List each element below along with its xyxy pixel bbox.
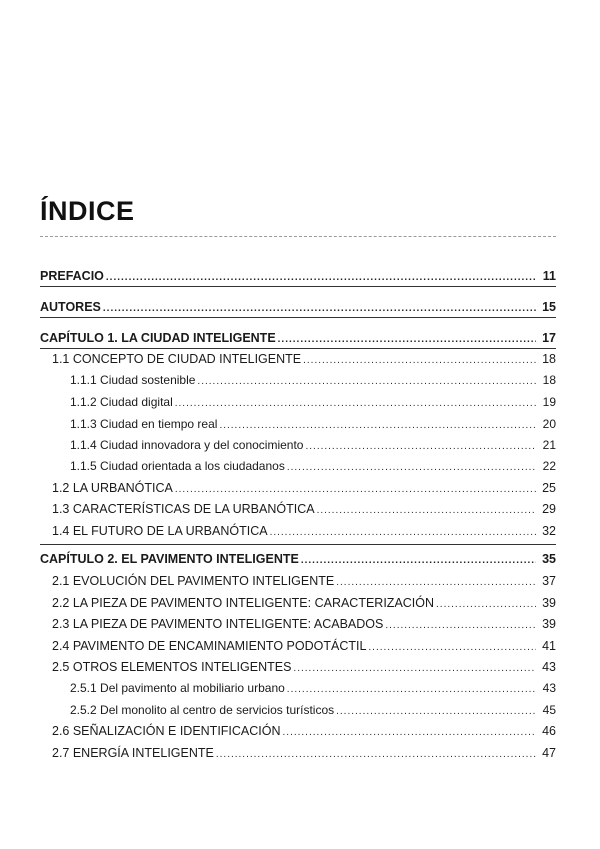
toc-entry-autores[interactable] [40, 299, 556, 317]
toc-entry-label: 1.1 CONCEPTO DE CIUDAD INTELIGENTE [52, 352, 302, 366]
dot-leader [336, 704, 536, 720]
toc-entry-page: 18 [542, 352, 556, 366]
toc-entry-1-2[interactable] [52, 480, 556, 498]
toc-entry-1-3[interactable] [52, 501, 556, 519]
divider [40, 317, 556, 318]
toc-entry-label: 1.3 CARACTERÍSTICAS DE LA URBANÓTICA [52, 502, 315, 516]
toc-entry-chapter-1[interactable] [40, 330, 556, 348]
toc-entry-page: 46 [542, 724, 556, 738]
dot-leader [175, 396, 536, 412]
toc-entry-page: 32 [542, 524, 556, 538]
toc-entry-page: 47 [542, 746, 556, 760]
page-title: ÍNDICE [40, 196, 135, 226]
divider [40, 544, 556, 545]
toc-entry-2-5-2[interactable] [70, 702, 556, 720]
toc-entry-label: 2.5.2 Del monolito al centro de servicios turísticos [70, 703, 335, 717]
dot-leader [216, 747, 536, 763]
dot-leader [305, 439, 536, 455]
toc-entry-prefacio[interactable] [40, 268, 556, 286]
toc-entry-page: 45 [542, 703, 556, 717]
toc-entry-label: CAPÍTULO 2. EL PAVIMENTO INTELIGENTE [40, 552, 299, 566]
toc-entry-label: 1.4 EL FUTURO DE LA URBANÓTICA [52, 524, 268, 538]
dot-leader [175, 482, 536, 498]
toc-entry-page: 17 [542, 331, 556, 345]
toc-entry-label: 2.6 SEÑALIZACIÓN E IDENTIFICACIÓN [52, 724, 281, 738]
toc-entry-page: 22 [542, 459, 556, 473]
toc-entry-page: 39 [542, 617, 556, 631]
toc-entry-chapter-2[interactable] [40, 551, 556, 569]
toc-entry-page: 41 [542, 639, 556, 653]
toc-entry-page: 43 [542, 681, 556, 695]
toc-entry-label: 2.1 EVOLUCIÓN DEL PAVIMENTO INTELIGENTE [52, 574, 335, 588]
dot-leader [103, 301, 536, 317]
dot-leader [197, 374, 536, 390]
dot-leader [106, 270, 536, 286]
toc-entry-2-5-1[interactable] [70, 680, 556, 698]
toc-entry-2-1[interactable] [52, 573, 556, 591]
toc-entry-1-1[interactable] [52, 351, 556, 369]
toc-entry-label: 1.2 LA URBANÓTICA [52, 481, 173, 495]
toc-entry-page: 15 [542, 300, 556, 314]
toc-entry-2-2[interactable] [52, 595, 556, 613]
toc-entry-label: 1.1.2 Ciudad digital [70, 395, 173, 409]
toc-entry-page: 20 [542, 417, 556, 431]
toc-entry-1-4[interactable] [52, 523, 556, 541]
dot-leader [368, 640, 536, 656]
dot-leader [385, 618, 536, 634]
toc-entry-page: 18 [542, 373, 556, 387]
toc-entry-label: CAPÍTULO 1. LA CIUDAD INTELIGENTE [40, 331, 276, 345]
toc-entry-page: 39 [542, 596, 556, 610]
dot-leader [283, 725, 536, 741]
toc-entry-label: 1.1.1 Ciudad sostenible [70, 373, 196, 387]
divider [40, 286, 556, 287]
toc-entry-label: 1.1.4 Ciudad innovadora y del conocimiento [70, 438, 304, 452]
toc-entry-2-3[interactable] [52, 616, 556, 634]
toc-entry-1-1-3[interactable] [70, 416, 556, 434]
dot-leader [317, 503, 536, 519]
dot-leader [336, 575, 536, 591]
dot-leader [287, 682, 536, 698]
toc-entry-2-5[interactable] [52, 659, 556, 677]
toc-entry-page: 25 [542, 481, 556, 495]
toc-entry-page: 21 [542, 438, 556, 452]
toc-entry-1-1-4[interactable] [70, 437, 556, 455]
dot-leader [270, 525, 536, 541]
dot-leader [219, 418, 536, 434]
divider [40, 348, 556, 349]
toc-entry-label: 2.2 LA PIEZA DE PAVIMENTO INTELIGENTE: CARACTERIZACIÓN [52, 596, 435, 610]
toc-entry-label: 2.5 OTROS ELEMENTOS INTELIGENTES [52, 660, 292, 674]
toc-entry-page: 11 [542, 269, 556, 283]
toc-entry-1-1-2[interactable] [70, 394, 556, 412]
toc-entry-2-4[interactable] [52, 638, 556, 656]
dot-leader [278, 332, 536, 348]
dot-leader [293, 661, 536, 677]
toc-entry-label: PREFACIO [40, 269, 104, 283]
toc-entry-2-6[interactable] [52, 723, 556, 741]
toc-entry-page: 29 [542, 502, 556, 516]
toc-entry-1-1-5[interactable] [70, 458, 556, 476]
title-divider [40, 236, 556, 237]
toc-entry-2-7[interactable] [52, 745, 556, 763]
dot-leader [303, 353, 536, 369]
toc-entry-page: 37 [542, 574, 556, 588]
toc-entry-label: 1.1.3 Ciudad en tiempo real [70, 417, 218, 431]
toc-entry-label: 2.3 LA PIEZA DE PAVIMENTO INTELIGENTE: ACABADOS [52, 617, 384, 631]
toc-entry-page: 35 [542, 552, 556, 566]
toc-entry-label: 2.7 ENERGÍA INTELIGENTE [52, 746, 214, 760]
toc-entry-1-1-1[interactable] [70, 372, 556, 390]
dot-leader [301, 553, 536, 569]
toc-entry-label: 2.5.1 Del pavimento al mobiliario urbano [70, 681, 285, 695]
dot-leader [287, 460, 536, 476]
toc-entry-label: 2.4 PAVIMENTO DE ENCAMINAMIENTO PODOTÁCTIL [52, 639, 367, 653]
toc-entry-page: 19 [542, 395, 556, 409]
toc-entry-page: 43 [542, 660, 556, 674]
toc-entry-label: AUTORES [40, 300, 101, 314]
dot-leader [436, 597, 536, 613]
toc-entry-label: 1.1.5 Ciudad orientada a los ciudadanos [70, 459, 285, 473]
